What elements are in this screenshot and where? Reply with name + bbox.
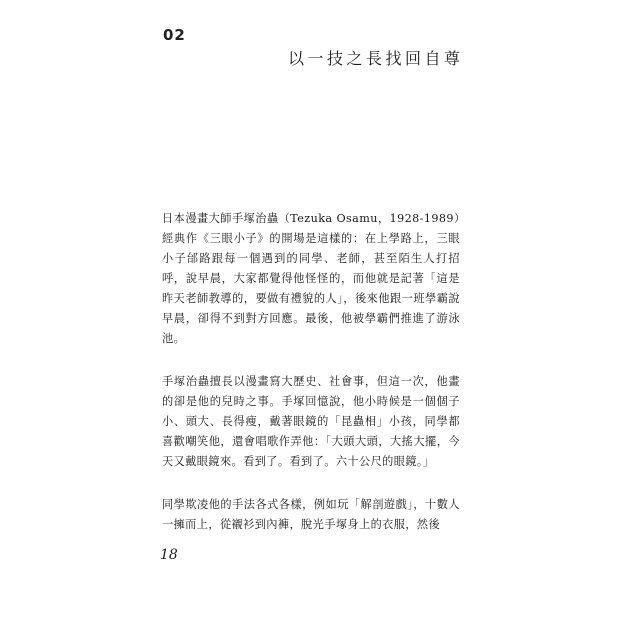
body-text <box>162 209 460 558</box>
chapter-number: 02 <box>163 26 186 44</box>
paragraph: 日本漫畫大師手塚治蟲（Tezuka Osamu，1928-1989）經典作《三眼小子》的開場是這樣的：在上學路上，三眼小子邰路跟每一個遇到的同學、老師，甚至陌生人打招呼，說早晨，大家都覺得他怪怪的，而他就是記著「這是昨天老師教導的，要做有禮貌的人」，後來他跟一班學霸說早晨，卻得不到對方回應。最後，他被學霸們推進了游泳池。 <box>162 212 460 345</box>
paragraph: 同學欺凌他的手法各式各樣，例如玩「解剖遊戲」，十數人一擁而上，從襯衫到內褲，脫光手塚身上的衣服，然後 <box>162 498 460 531</box>
paragraph: 手塚治蟲擅長以漫畫寫大歷史、社會事，但這一次，他畫的卻是他的兒時之事。手塚回憶說，他小時候是一個個子小、頭大、長得瘦，戴著眼鏡的「昆蟲相」小孩，同學都喜歡嘲笑他，還會唱歌作弄他：「大頭大頭，大搖大擺，今天又戴眼鏡來。看到了。看到了。六十公尺的眼鏡。」 <box>162 375 460 468</box>
chapter-title: 以一技之長找回自尊 <box>288 49 464 68</box>
page-number: 18 <box>160 547 178 563</box>
